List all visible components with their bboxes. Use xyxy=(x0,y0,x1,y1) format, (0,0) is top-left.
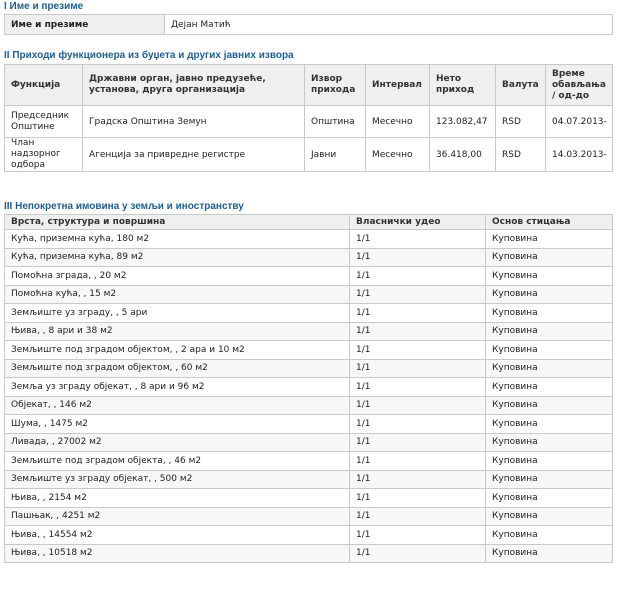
table-cell: Члан надзорног одбора xyxy=(5,138,83,172)
table-cell: Објекат, , 146 м2 xyxy=(5,396,350,415)
name-label: Име и презиме xyxy=(5,15,165,35)
table-cell: 1/1 xyxy=(350,507,486,526)
table-cell: Куповина xyxy=(486,396,613,415)
table-cell: 1/1 xyxy=(350,359,486,378)
table-cell: Земљиште уз зграду објекат, , 500 м2 xyxy=(5,470,350,489)
table-cell: Кућа, приземна кућа, 180 м2 xyxy=(5,230,350,249)
table-cell: Куповина xyxy=(486,322,613,341)
table-row xyxy=(5,304,613,323)
table-cell: Градска Општина Земун xyxy=(83,106,305,138)
table-row xyxy=(5,138,613,172)
table-cell: Куповина xyxy=(486,544,613,563)
column-header: Врста, структура и површина xyxy=(5,215,350,230)
column-header: Државни орган, јавно предузеће, установа, друга организација xyxy=(83,65,305,106)
table-cell: Куповина xyxy=(486,470,613,489)
table-cell: Куповина xyxy=(486,452,613,471)
table-row xyxy=(5,378,613,397)
table-row xyxy=(5,359,613,378)
table-cell: 14.03.2013- xyxy=(546,138,613,172)
table-cell: Куповина xyxy=(486,248,613,267)
table-cell: 36.418,00 xyxy=(430,138,496,172)
income-header-row xyxy=(5,65,613,106)
property-body xyxy=(5,230,613,563)
table-cell: Њива, , 14554 м2 xyxy=(5,526,350,545)
table-cell: RSD xyxy=(496,138,546,172)
table-cell: Агенција за привредне регистре xyxy=(83,138,305,172)
table-row xyxy=(5,526,613,545)
table-cell: Куповина xyxy=(486,267,613,286)
table-cell: 1/1 xyxy=(350,470,486,489)
table-row xyxy=(5,489,613,508)
table-cell: Помоћна кућа, , 15 м2 xyxy=(5,285,350,304)
table-row xyxy=(5,285,613,304)
property-header-row xyxy=(5,215,613,230)
table-row xyxy=(5,248,613,267)
table-cell: Куповина xyxy=(486,285,613,304)
table-cell: 1/1 xyxy=(350,248,486,267)
name-table xyxy=(4,14,613,35)
table-cell: 1/1 xyxy=(350,304,486,323)
table-cell: 1/1 xyxy=(350,415,486,434)
table-cell: 1/1 xyxy=(350,378,486,397)
table-cell: 04.07.2013- xyxy=(546,106,613,138)
table-cell: Куповина xyxy=(486,433,613,452)
table-cell: Куповина xyxy=(486,359,613,378)
table-cell: 1/1 xyxy=(350,341,486,360)
table-row xyxy=(5,544,613,563)
table-cell: 1/1 xyxy=(350,489,486,508)
table-cell: 1/1 xyxy=(350,322,486,341)
table-row xyxy=(5,396,613,415)
table-cell: Месечно xyxy=(366,138,430,172)
table-row xyxy=(5,230,613,249)
table-cell: Куповина xyxy=(486,378,613,397)
table-cell: Месечно xyxy=(366,106,430,138)
name-value: Дејан Матић xyxy=(165,15,613,35)
table-cell: Ливада, , 27002 м2 xyxy=(5,433,350,452)
table-cell: Кућа, приземна кућа, 89 м2 xyxy=(5,248,350,267)
table-cell: Њива, , 8 ари и 38 м2 xyxy=(5,322,350,341)
column-header: Валута xyxy=(496,65,546,106)
table-row xyxy=(5,322,613,341)
table-cell: Куповина xyxy=(486,489,613,508)
table-cell: 1/1 xyxy=(350,544,486,563)
table-cell: Куповина xyxy=(486,341,613,360)
column-header: Основ стицања xyxy=(486,215,613,230)
table-cell: Јавни xyxy=(305,138,366,172)
property-table xyxy=(4,214,613,563)
table-row xyxy=(5,415,613,434)
table-cell: Земљиште под зградом објекта, , 46 м2 xyxy=(5,452,350,471)
column-header: Извор прихода xyxy=(305,65,366,106)
table-cell: RSD xyxy=(496,106,546,138)
table-cell: 1/1 xyxy=(350,526,486,545)
table-cell: 1/1 xyxy=(350,230,486,249)
table-cell: Општина xyxy=(305,106,366,138)
section-2-title: II Приходи функционера из буџета и других јавних извора xyxy=(4,50,294,61)
table-cell: Куповина xyxy=(486,415,613,434)
table-cell: Куповина xyxy=(486,526,613,545)
table-cell: Шума, , 1475 м2 xyxy=(5,415,350,434)
income-table xyxy=(4,64,613,172)
section-1-title: I Име и презиме xyxy=(4,1,84,12)
table-row xyxy=(5,341,613,360)
table-cell: Помоћна зграда, , 20 м2 xyxy=(5,267,350,286)
table-cell: Пашњак, , 4251 м2 xyxy=(5,507,350,526)
column-header: Интервал xyxy=(366,65,430,106)
table-cell: Куповина xyxy=(486,304,613,323)
table-cell: Земљиште под зградом објектом, , 60 м2 xyxy=(5,359,350,378)
table-cell: Председник Општине xyxy=(5,106,83,138)
table-row xyxy=(5,106,613,138)
table-cell: 1/1 xyxy=(350,433,486,452)
column-header: Време обављања / од-до xyxy=(546,65,613,106)
table-row xyxy=(5,433,613,452)
table-cell: 123.082,47 xyxy=(430,106,496,138)
table-cell: Куповина xyxy=(486,507,613,526)
table-row xyxy=(5,507,613,526)
table-row xyxy=(5,470,613,489)
table-cell: Њива, , 2154 м2 xyxy=(5,489,350,508)
section-3-title: III Непокретна имовина у земљи и иностранству xyxy=(4,201,244,212)
column-header: Функција xyxy=(5,65,83,106)
table-row xyxy=(5,452,613,471)
table-cell: 1/1 xyxy=(350,396,486,415)
table-row xyxy=(5,15,613,35)
table-cell: Куповина xyxy=(486,230,613,249)
column-header: Власнички удео xyxy=(350,215,486,230)
table-cell: Земљиште под зградом објектом, , 2 ара и 10 м2 xyxy=(5,341,350,360)
table-row xyxy=(5,267,613,286)
table-cell: 1/1 xyxy=(350,452,486,471)
column-header: Нето приход xyxy=(430,65,496,106)
table-cell: Њива, , 10518 м2 xyxy=(5,544,350,563)
table-cell: Земља уз зграду објекат, , 8 ари и 96 м2 xyxy=(5,378,350,397)
table-cell: Земљиште уз зграду, , 5 ари xyxy=(5,304,350,323)
income-body xyxy=(5,106,613,172)
table-cell: 1/1 xyxy=(350,285,486,304)
table-cell: 1/1 xyxy=(350,267,486,286)
